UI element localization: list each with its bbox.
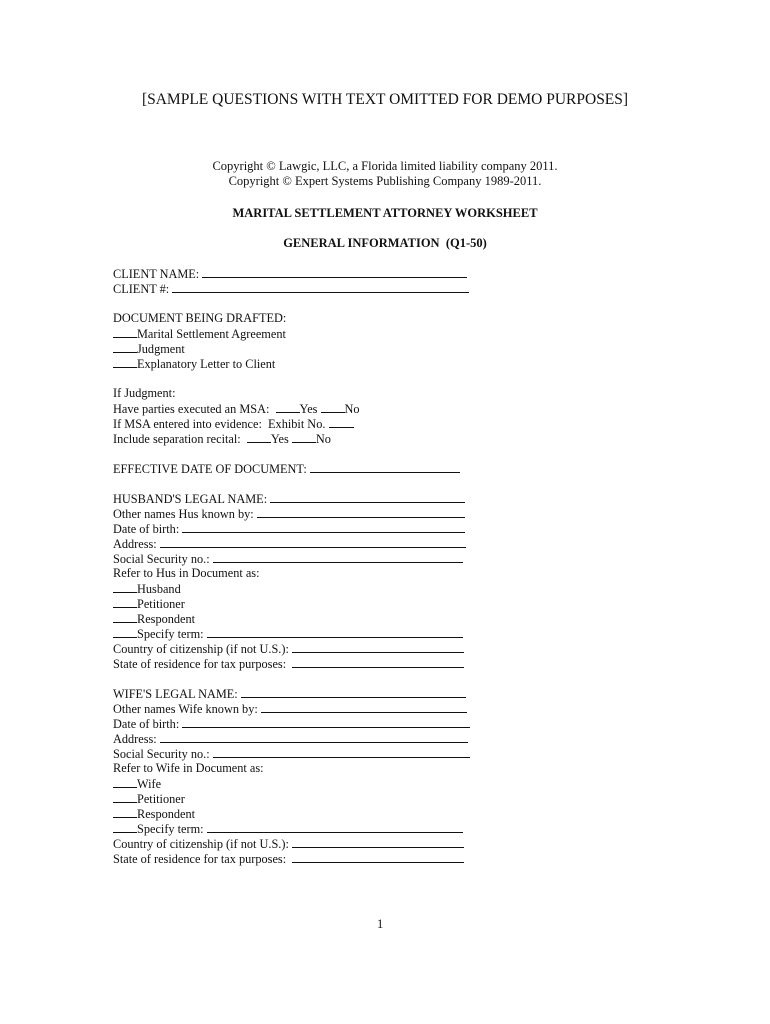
copyright-line: Copyright © Expert Systems Publishing Company 1989-2011. — [228, 174, 542, 188]
page-title: [SAMPLE QUESTIONS WITH TEXT OMITTED FOR DEMO PURPOSES] — [141, 91, 629, 108]
checkbox-blank[interactable] — [113, 806, 137, 818]
effective-date-blank[interactable] — [310, 461, 460, 473]
document-option-letter: Explanatory Letter to Client — [113, 356, 493, 371]
wife-refer-option: Respondent — [113, 806, 493, 821]
husband-other-names-blank[interactable] — [257, 506, 465, 518]
wife-refer-heading: Refer to Wife in Document as: — [113, 761, 264, 775]
husband-legal-name-row: HUSBAND'S LEGAL NAME: — [113, 491, 493, 506]
husband-residence-blank[interactable] — [292, 656, 464, 668]
judgment-heading: If Judgment: — [113, 386, 176, 400]
husband-refer-option: Petitioner — [113, 596, 493, 611]
wife-dob-blank[interactable] — [182, 716, 470, 728]
wife-ssn-row: Social Security no.: — [113, 746, 493, 761]
wife-ssn-blank[interactable] — [213, 746, 470, 758]
husband-refer-heading: Refer to Hus in Document as: — [113, 566, 260, 580]
separation-recital-row: Include separation recital: Yes No — [113, 432, 331, 446]
worksheet-title: MARITAL SETTLEMENT ATTORNEY WORKSHEET — [232, 206, 538, 220]
no-blank[interactable] — [321, 401, 345, 413]
worksheet-form — [113, 266, 493, 866]
checkbox-blank[interactable] — [113, 626, 137, 638]
checkbox-blank[interactable] — [113, 341, 137, 353]
checkbox-blank[interactable] — [113, 326, 137, 338]
effective-date-row: EFFECTIVE DATE OF DOCUMENT: — [113, 461, 493, 476]
husband-address-row: Address: — [113, 536, 493, 551]
exhibit-number-blank[interactable] — [329, 416, 354, 428]
document-option-judgment: Judgment — [113, 341, 493, 356]
wife-refer-option: Petitioner — [113, 791, 493, 806]
wife-address-row: Address: — [113, 731, 493, 746]
husband-residence-row: State of residence for tax purposes: — [113, 656, 493, 671]
client-number-row — [113, 281, 493, 296]
husband-dob-blank[interactable] — [182, 521, 465, 533]
checkbox-blank[interactable] — [113, 596, 137, 608]
husband-ssn-row: Social Security no.: — [113, 551, 493, 566]
executed-msa-row: Have parties executed an MSA: Yes No — [113, 402, 360, 416]
wife-refer-option: Wife — [113, 776, 493, 791]
wife-other-names-row: Other names Wife known by: — [113, 701, 493, 716]
msa-evidence-row: If MSA entered into evidence: Exhibit No. — [113, 416, 493, 431]
checkbox-blank[interactable] — [113, 791, 137, 803]
husband-refer-option: Specify term: — [113, 626, 493, 641]
husband-refer-option: Respondent — [113, 611, 493, 626]
client-number-blank[interactable] — [172, 281, 469, 293]
husband-citizenship-row: Country of citizenship (if not U.S.): — [113, 641, 493, 656]
checkbox-blank[interactable] — [113, 356, 137, 368]
wife-refer-option: Specify term: — [113, 821, 493, 836]
husband-other-names-row: Other names Hus known by: — [113, 506, 493, 521]
wife-legal-name-row: WIFE'S LEGAL NAME: — [113, 686, 493, 701]
wife-residence-row: State of residence for tax purposes: — [113, 851, 493, 866]
husband-citizenship-blank[interactable] — [292, 641, 464, 653]
wife-address-blank[interactable] — [160, 731, 468, 743]
client-name-row — [113, 266, 493, 281]
document-heading: DOCUMENT BEING DRAFTED: — [113, 311, 287, 325]
wife-legal-name-blank[interactable] — [241, 686, 466, 698]
no-blank[interactable] — [292, 431, 316, 443]
client-name-blank[interactable] — [202, 266, 467, 278]
wife-specify-term-blank[interactable] — [207, 821, 463, 833]
document-option-msa: Marital Settlement Agreement — [113, 326, 493, 341]
wife-dob-row: Date of birth: — [113, 716, 493, 731]
checkbox-blank[interactable] — [113, 581, 137, 593]
wife-citizenship-blank[interactable] — [292, 836, 464, 848]
checkbox-blank[interactable] — [113, 776, 137, 788]
husband-refer-option: Husband — [113, 581, 493, 596]
husband-specify-term-blank[interactable] — [207, 626, 463, 638]
yes-blank[interactable] — [276, 401, 300, 413]
husband-dob-row: Date of birth: — [113, 521, 493, 536]
wife-citizenship-row: Country of citizenship (if not U.S.): — [113, 836, 493, 851]
wife-residence-blank[interactable] — [292, 851, 464, 863]
wife-other-names-blank[interactable] — [261, 701, 467, 713]
husband-legal-name-blank[interactable] — [270, 491, 465, 503]
copyright-line: Copyright © Lawgic, LLC, a Florida limited liability company 2011. — [212, 159, 558, 173]
checkbox-blank[interactable] — [113, 611, 137, 623]
page-number: 1 — [377, 917, 384, 931]
yes-blank[interactable] — [247, 431, 271, 443]
section-title: GENERAL INFORMATION (Q1-50) — [283, 236, 487, 250]
client-number-label: CLIENT #: — [113, 282, 170, 296]
husband-ssn-blank[interactable] — [213, 551, 463, 563]
husband-address-blank[interactable] — [160, 536, 466, 548]
checkbox-blank[interactable] — [113, 821, 137, 833]
client-name-label: CLIENT NAME: — [113, 267, 200, 281]
